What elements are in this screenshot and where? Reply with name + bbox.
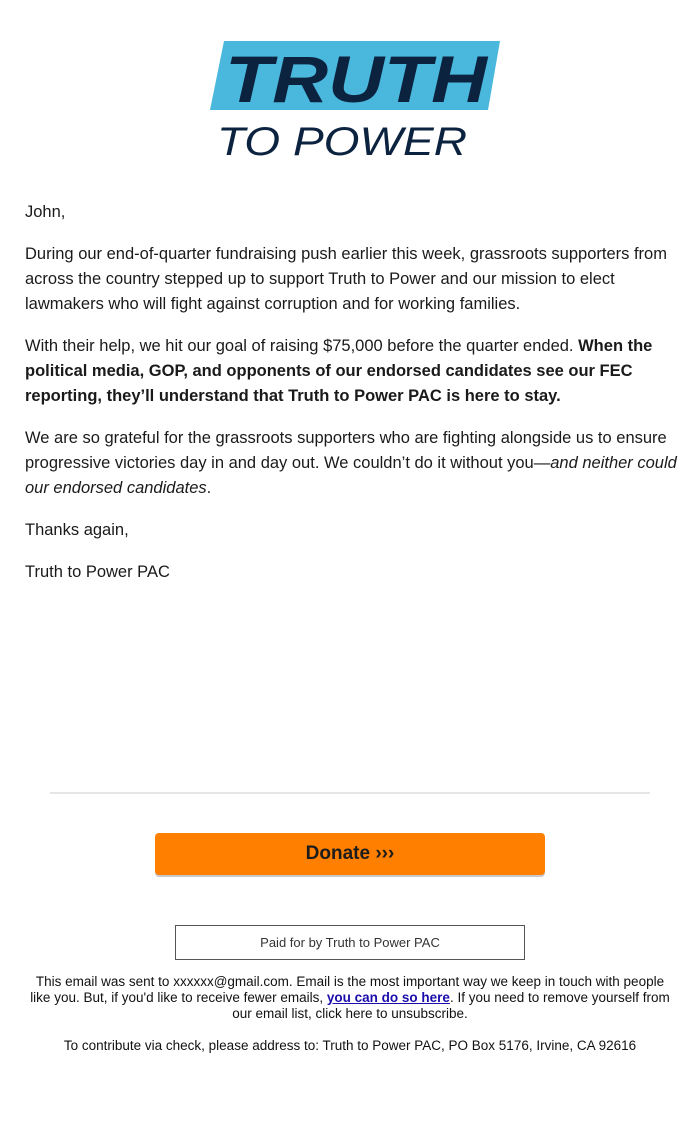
closing: Thanks again, xyxy=(25,521,129,539)
donate-button[interactable]: Donate ››› xyxy=(155,833,545,875)
footer xyxy=(30,974,670,1070)
divider xyxy=(50,792,650,794)
footer-email-notice xyxy=(30,974,670,1022)
paragraph-2-text: With their help, we hit our goal of raising $75,000 before the quarter ended. xyxy=(25,337,579,355)
truth-to-power-logo xyxy=(210,40,502,162)
logo-to-power-text: TO POWER xyxy=(217,120,467,162)
signature: Truth to Power PAC xyxy=(25,563,170,581)
email-body xyxy=(25,200,680,602)
paragraph-2 xyxy=(25,334,680,409)
paid-for-disclaimer: Paid for by Truth to Power PAC xyxy=(175,925,525,960)
greeting: John, xyxy=(25,203,66,221)
fewer-emails-link[interactable]: you can do so here xyxy=(326,990,450,1005)
footer-sent-text: This email was sent to xxxxxx@gmail.com. Email is the most important way we keep in touch with people like you. But, if you'd like to receive fewer emails, xyxy=(30,974,665,1005)
footer-unsubscribe-text: . If you need to remove yourself from our email list, click here to unsubscribe. xyxy=(232,990,670,1021)
logo-truth-text: TRUTH xyxy=(225,42,489,116)
paragraph-3-italic: and neither could our endorsed candidates xyxy=(25,454,677,497)
paragraph-1: During our end-of-quarter fundraising push earlier this week, grassroots supporters from across the country stepped up to support Truth to Power and our mission to elect lawmakers who will fight against corruption and for working families. xyxy=(25,245,667,313)
paragraph-3-text: We are so grateful for the grassroots supporters who are fighting alongside us to ensure progressive victories day in and day out. We couldn’t do it without you— xyxy=(25,429,667,472)
footer-check-address: To contribute via check, please address to: Truth to Power PAC, PO Box 5176, Irvine, CA 92616 xyxy=(63,1038,637,1053)
paragraph-2-bold: When the political media, GOP, and opponents of our endorsed candidates see our FEC reporting, they’ll understand that Truth to Power PAC is here to stay. xyxy=(25,337,653,405)
paragraph-3 xyxy=(25,426,680,501)
paragraph-3-end: . xyxy=(206,479,212,497)
